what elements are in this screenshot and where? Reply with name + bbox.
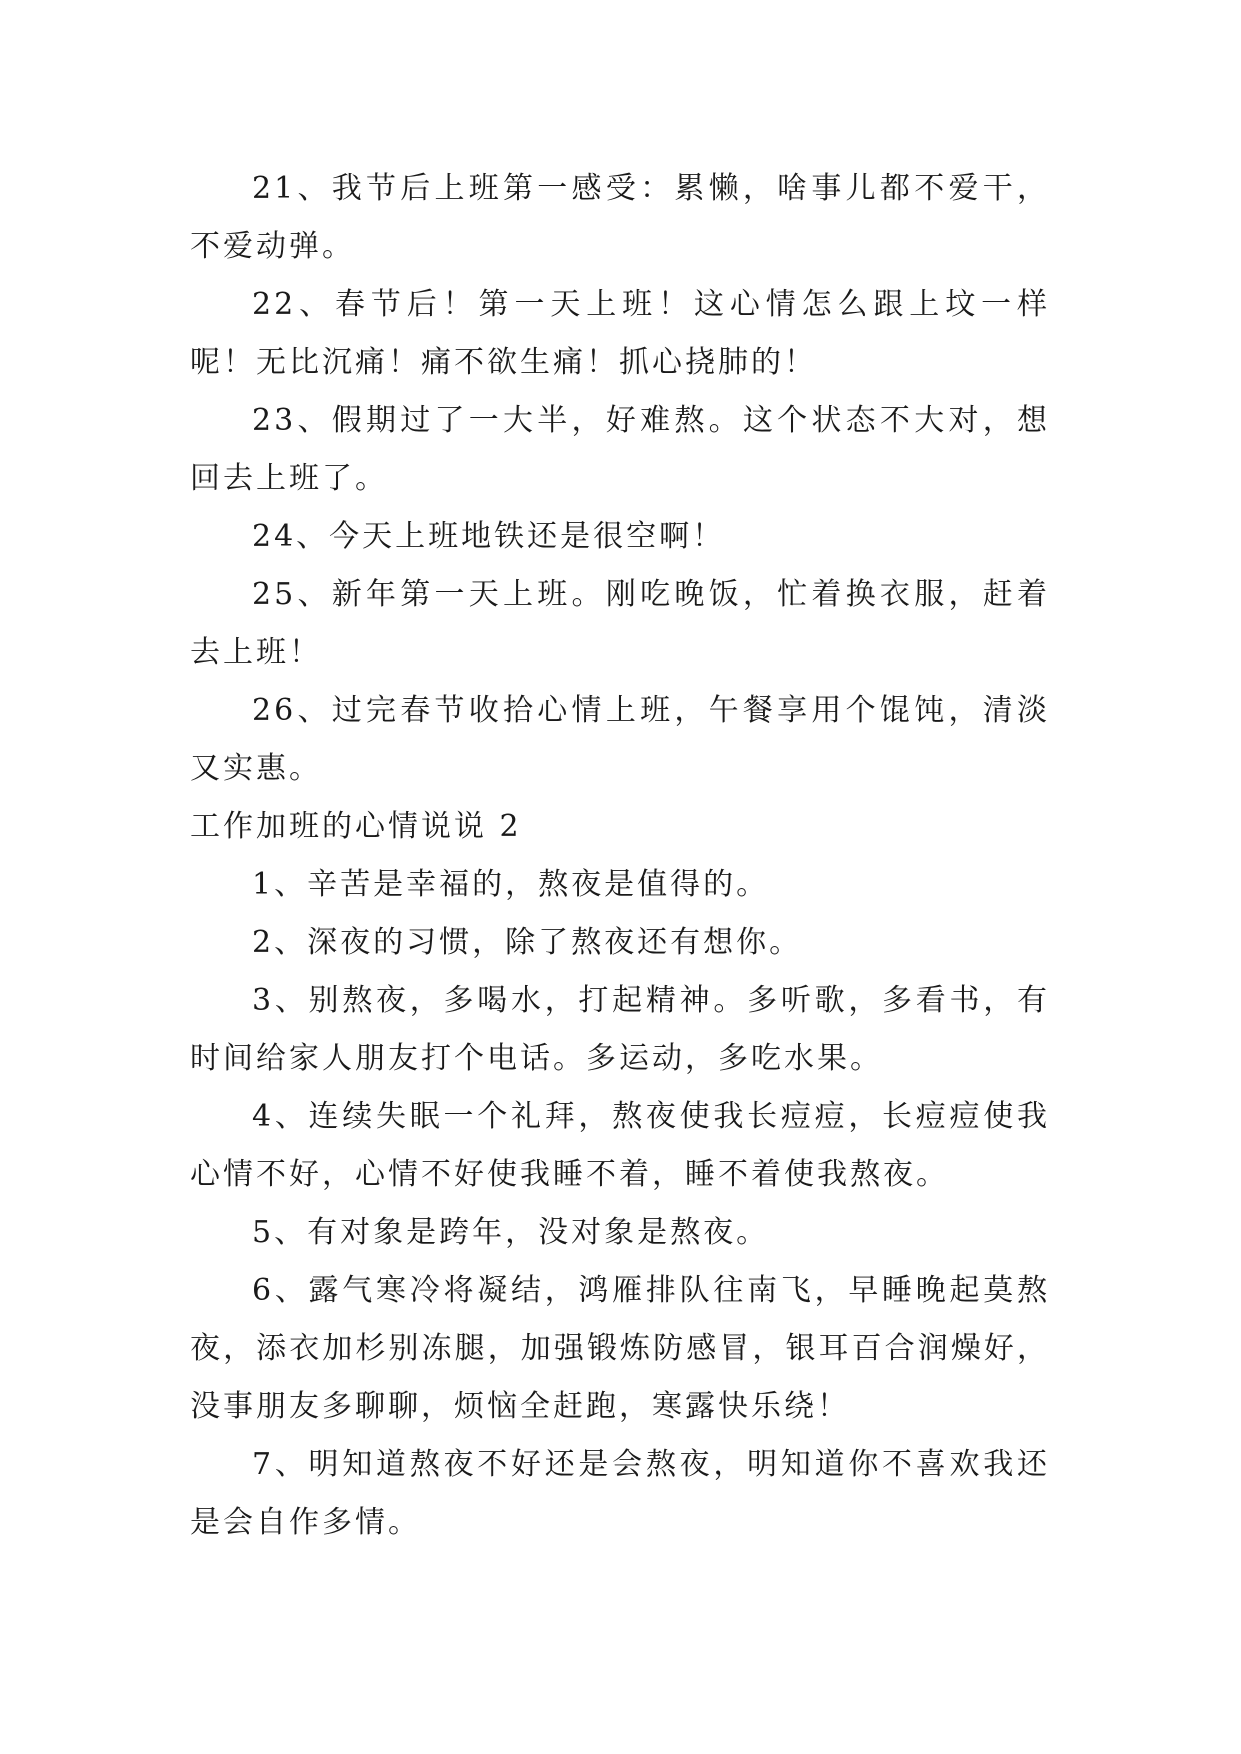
paragraph-6: 6、露气寒冷将凝结，鸿雁排队往南飞，早睡晚起莫熬夜，添衣加杉别冻腿，加强锻炼防感冒，银耳百合润燥好，没事朋友多聊聊，烦恼全赶跑，寒露快乐绕！ [190,1273,1050,1424]
paragraph-25: 25、新年第一天上班。刚吃晚饭，忙着换衣服，赶着去上班！ [190,577,1050,670]
paragraph-23: 23、假期过了一大半，好难熬。这个状态不大对，想回去上班了。 [190,403,1050,496]
paragraph-3: 3、别熬夜，多喝水，打起精神。多听歌，多看书，有时间给家人朋友打个电话。多运动，多吃水果。 [190,983,1050,1076]
section-heading: 工作加班的心情说说 2 [190,809,522,844]
paragraph-4: 4、连续失眠一个礼拜，熬夜使我长痘痘，长痘痘使我心情不好，心情不好使我睡不着，睡不着使我熬夜。 [190,1099,1050,1192]
paragraph-7: 7、明知道熬夜不好还是会熬夜，明知道你不喜欢我还是会自作多情。 [190,1447,1050,1540]
paragraph-24: 24、今天上班地铁还是很空啊！ [252,519,726,554]
paragraph-21: 21、我节后上班第一感受：累懒，啥事儿都不爱干，不爱动弹。 [190,171,1050,264]
paragraph-22: 22、春节后！第一天上班！这心情怎么跟上坟一样呢！无比沉痛！痛不欲生痛！抓心挠肺的！ [190,287,1050,380]
document-body [190,160,1050,1552]
paragraph-5: 5、有对象是跨年，没对象是熬夜。 [252,1215,770,1250]
paragraph-26: 26、过完春节收拾心情上班，午餐享用个馄饨，清淡又实惠。 [190,693,1050,786]
paragraph-2: 2、深夜的习惯，除了熬夜还有想你。 [252,925,803,960]
paragraph-1: 1、辛苦是幸福的，熬夜是值得的。 [252,867,770,902]
